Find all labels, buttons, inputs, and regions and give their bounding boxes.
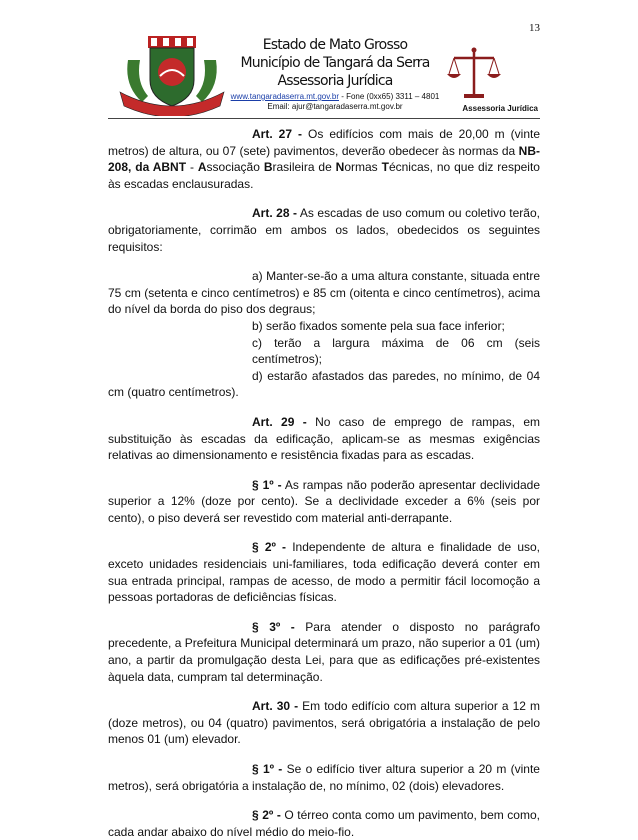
seal-label: Assessoria Jurídica <box>462 104 538 113</box>
municipal-crest-icon <box>118 36 226 116</box>
document-body <box>108 126 540 840</box>
article-28-label: Art. 28 - <box>252 206 298 221</box>
email-address: Email: ajur@tangaradaserra.mt.gov.br <box>267 102 403 111</box>
article-29-paragraph-3: § 3º - Para atender o disposto no parágrafo precedente, a Prefeitura Municipal determinará um prazo, não superior a 01 (um) ano, a partir da promulgação desta Lei, para que as edificações pré-existentes àquela data, cumpram tal determinação. <box>108 619 540 684</box>
letterhead <box>108 36 540 124</box>
municipality-name: Município de Tangará da Serra <box>240 55 430 71</box>
scales-of-justice-icon <box>446 46 502 102</box>
article-28-item-b: b) serão fixados somente pela sua face inferior; <box>252 318 505 333</box>
article-28: Art. 28 - As escadas de uso comum ou coletivo terão, obrigatoriamente, corrimão em ambos os lados, obedecidos os seguintes requisitos: <box>108 206 540 254</box>
article-29: Art. 29 - No caso de emprego de rampas, em substituição às escadas da edificação, aplicam-se as mesmas exigências relativas ao dimensionamento e resistência fixadas para as escadas. <box>108 414 540 463</box>
state-name: Estado de Mato Grosso <box>262 37 408 53</box>
header-divider <box>108 118 540 119</box>
article-27: Art. 27 - Os edifícios com mais de 20,00 m (vinte metros) de altura, ou 07 (sete) pavimentos, deverão obedecer às normas da NB-208, da ABNT - Associação Brasileira de Normas Técnicas, no que diz respeito às escadas enclausuradas. <box>108 127 540 191</box>
article-28-item-a: a) Manter-se-ão a uma altura constante, situada entre 75 cm (setenta e cinco centímetros) e 85 cm (oitenta e cinco centímetros), acima do nível da borda do piso dos degraus; <box>108 269 540 317</box>
article-30: Art. 30 - Em todo edifício com altura superior a 12 m (doze metros), ou 04 (quatro) pavimentos, será obrigatória a instalação de pelo menos 01 (um) elevador. <box>108 699 540 747</box>
article-30-paragraph-2: § 2º - O térreo conta como um pavimento, bem como, cada andar abaixo do nível médio do meio-fio. <box>108 808 540 839</box>
norm-reference: NB-208, da ABNT <box>108 143 540 175</box>
article-27-label: Art. 27 - <box>252 127 302 141</box>
department-name: Assessoria Jurídica <box>277 73 393 89</box>
page-number: 13 <box>529 22 540 34</box>
article-29-paragraph-1: § 1º - As rampas não poderão apresentar declividade superior a 12% (doze por cento). Se a declividade exceder a 6% (seis por cento), o piso deverá ser revestido com material anti-derrapante. <box>108 477 540 525</box>
article-30-label: Art. 30 - <box>252 699 299 714</box>
article-28-item-d: d) estarão afastados das paredes, no mínimo, de 04 cm (quatro centímetros). <box>108 368 540 400</box>
article-29-paragraph-2: § 2º - Independente de altura e finalidade de uso, exceto unidades residenciais uni-familiares, toda edificação deverá conter em sua entrada principal, rampas de acesso, de modo a permitir fácil locomoção a pessoas portadoras de deficiências físicas. <box>108 540 540 605</box>
article-28-item-c: c) terão a largura máxima de 06 cm (seis centímetros); <box>252 335 540 367</box>
phone-number: - Fone (0xx65) 3311 – 4801 <box>338 92 440 101</box>
article-30-paragraph-1: § 1º - Se o edifício tiver altura superior a 20 m (vinte metros), será obrigatória a instalação de, no mínimo, 02 (dois) elevadores. <box>108 762 540 793</box>
article-29-label: Art. 29 - <box>252 414 307 429</box>
website-link[interactable]: www.tangaradaserra.mt.gov.br <box>230 92 339 101</box>
